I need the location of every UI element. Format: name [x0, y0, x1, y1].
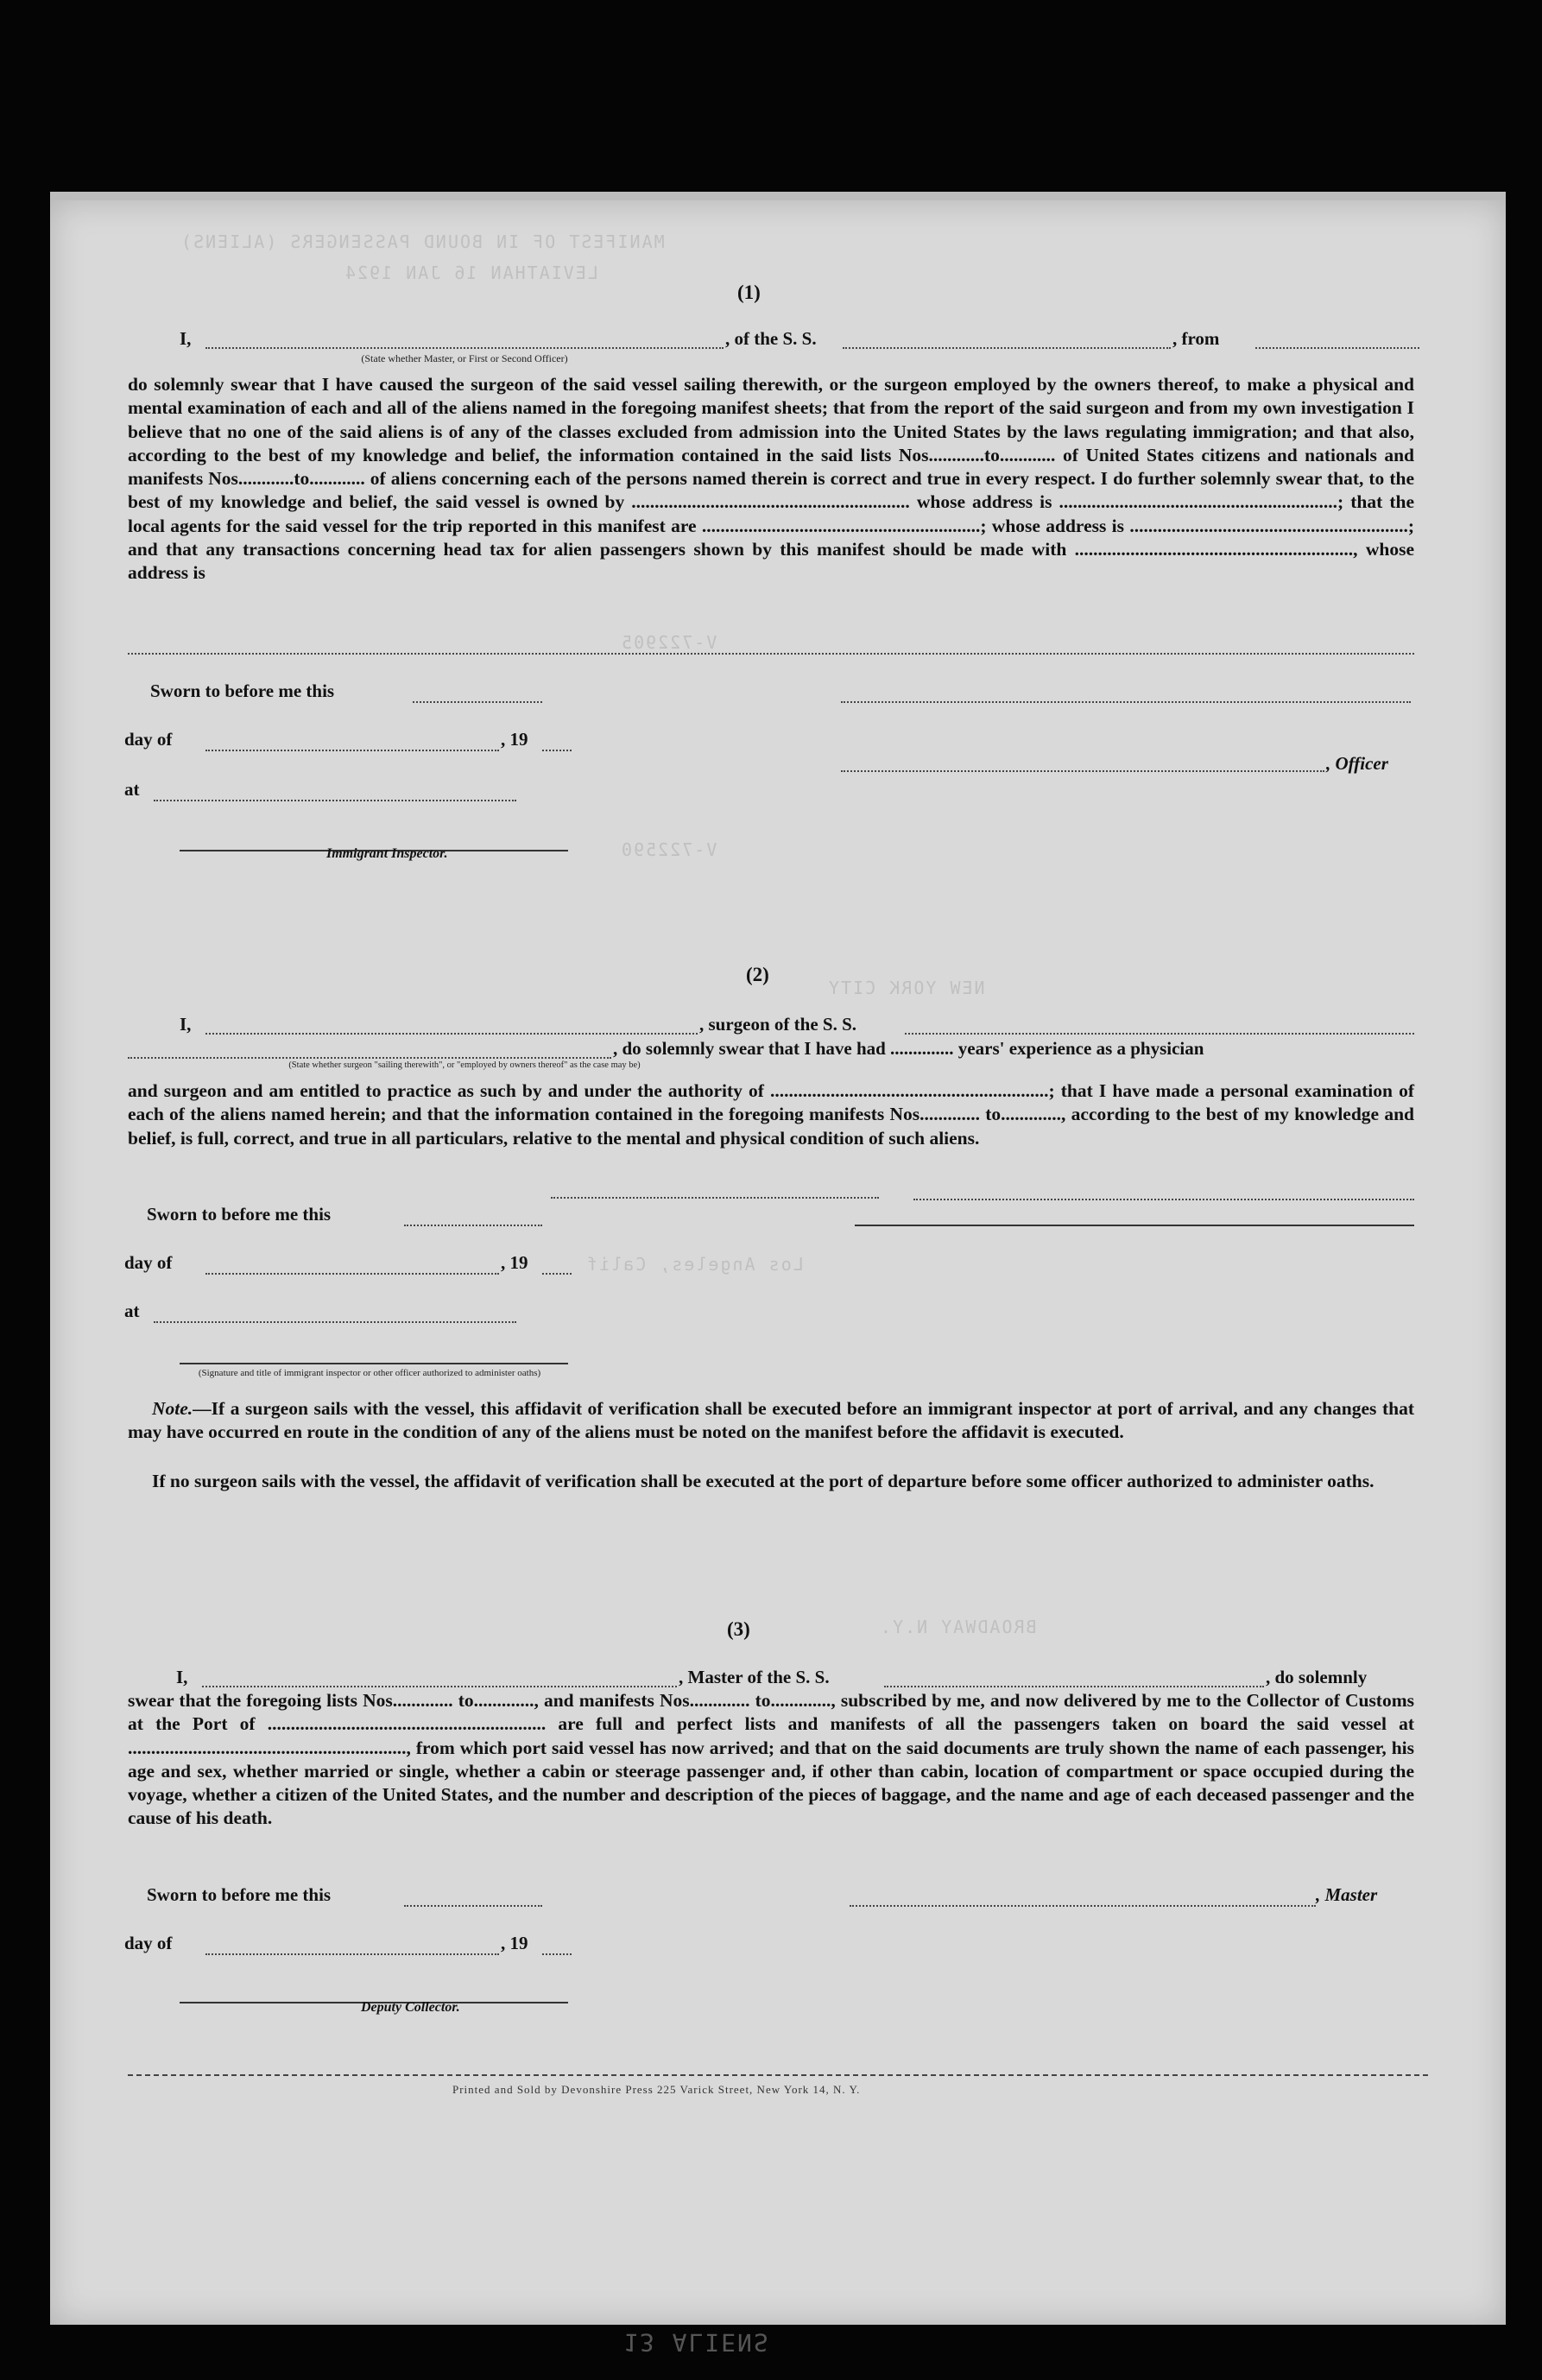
master-vessel-field[interactable]: [884, 1686, 1264, 1687]
note-label: Note.: [152, 1398, 193, 1419]
affidavit-form-sheet: [50, 200, 1506, 2325]
surgeon-signature-field-a[interactable]: [551, 1197, 879, 1199]
bleed-through: V-722590: [620, 839, 717, 860]
administering-officer-line[interactable]: [180, 1363, 568, 1364]
bleed-through: BROADWAY N.Y.: [879, 1617, 1037, 1637]
surgeon-name-field[interactable]: [205, 1033, 698, 1035]
bleed-through: MANIFEST OF IN BOUND PASSENGERS (ALIENS): [180, 231, 665, 252]
surgeon-signature-field-b[interactable]: [913, 1199, 1414, 1200]
sworn-date-field-1[interactable]: [413, 701, 542, 703]
year-label-3: , 19: [501, 1933, 528, 1953]
section-1-body: do solemnly swear that I have caused the surgeon of the said vessel sailing therewith, or the surgeon employed by the owners thereof, to make a physical and mental examination of each and all of the aliens named in the foregoing manifest sheets; that from the report of the said surgeon and from my own investigation I believe that no one of the said aliens is of any of the classes excluded from admission into the United States by the laws regulating immigration; and that also, according to the best of my knowledge and belief, the information contained in the said lists Nos............to............ of United States citizens and nationals and manifests Nos............to............ of aliens concerning each of the persons named therein is correct and true in every respect. I do further solemnly swear that, to the best of my knowledge and belief, the said vessel is owned by ............................................................ whose address is ............................................................; that the local agents for the said vessel for the trip reported in this manifest are ............................................................; whose address is ............................................................; and that any transactions concerning head tax for alien passengers shown by this manifest should be made with ............................................................, whose address is: [128, 374, 1414, 584]
master-caption: (State whether Master, or First or Second Officer): [361, 352, 568, 364]
bleed-through: V-722905: [620, 632, 717, 653]
day-of-label-3: day of: [124, 1933, 173, 1953]
year-label-1: , 19: [501, 729, 528, 750]
sworn-label-1: Sworn to before me this: [150, 680, 335, 701]
year-field-2[interactable]: [542, 1273, 572, 1275]
section-1-number: (1): [737, 282, 761, 303]
surgeon-caption: (State whether surgeon "sailing therewith", or "employed by owners thereof" as the case may be): [288, 1060, 641, 1070]
blank-line[interactable]: [128, 653, 1414, 655]
inspector-label: Immigrant Inspector.: [326, 846, 448, 861]
surgeon-note-2: If no surgeon sails with the vessel, the affidavit of verification shall be executed at the port of departure before some officer authorized to administer oaths.: [152, 1471, 1375, 1491]
master-label: , Master: [1316, 1884, 1378, 1905]
footer-rule: [128, 2074, 1428, 2076]
section-3-number: (3): [727, 1618, 750, 1640]
master-of-label: , Master of the S. S.: [679, 1667, 830, 1687]
day-field-3[interactable]: [205, 1953, 499, 1955]
bottom-stamp: 13 ALIENS: [623, 2328, 770, 2357]
day-of-label-2: day of: [124, 1252, 173, 1273]
officer-label: , Officer: [1326, 753, 1388, 774]
section-3-body: swear that the foregoing lists Nos............. to............., and manifests Nos............. to............., subscribed by me, and now delivered by me to the Collector of Customs at the Port of ............................................................ are full and perfect lists and manifests of all the passengers taken on board the said vessel at ............................................................, from which port said vessel has now arrived; and that on the said documents are truly shown the name of each passenger, his age and sex, whether married or single, whether a cabin or steerage passenger and, if other than cabin, location of compartment or space occupied during the voyage, whether a citizen of the United States, and the number and description of the pieces of baggage, and the name and age of each deceased passenger and the cause of his death.: [128, 1690, 1414, 1829]
surgeon-note: [128, 1397, 1414, 1445]
at-label-2: at: [124, 1301, 140, 1321]
master-name-field-3[interactable]: [202, 1686, 677, 1687]
sworn-label-2: Sworn to before me this: [147, 1204, 332, 1225]
solemnly-label: , do solemnly: [1266, 1667, 1368, 1687]
sworn-date-field-2[interactable]: [404, 1225, 542, 1226]
year-field-1[interactable]: [542, 750, 572, 751]
of-ss-label: , of the S. S.: [725, 328, 817, 349]
bleed-through: NEW YORK CITY: [827, 978, 985, 998]
from-port-field[interactable]: [1255, 347, 1419, 349]
signature-caption: (Signature and title of immigrant inspector or other officer authorized to administer oaths): [198, 1368, 541, 1378]
day-of-label-1: day of: [124, 729, 173, 750]
master-name-field[interactable]: [205, 347, 724, 349]
section-2-intro: I,: [180, 1014, 192, 1035]
bleed-through: Los Angeles, Calif: [585, 1254, 804, 1275]
section-3-intro: I,: [176, 1667, 188, 1687]
section-2-number: (2): [746, 964, 769, 985]
sworn-date-field-3[interactable]: [404, 1905, 542, 1907]
surgeon-signature-line[interactable]: [855, 1225, 1414, 1226]
bleed-through: LEVIATHAN 16 JAN 1924: [344, 263, 598, 283]
at-field-1[interactable]: [154, 800, 516, 801]
at-field-2[interactable]: [154, 1321, 516, 1323]
section-2-body: and surgeon and am entitled to practice as such by and under the authority of ............................................................; that I have made a personal examination of each of the aliens named herein; and that the information contained in the foregoing manifests Nos............. to............., according to the best of my knowledge and belief, is full, correct, and true in all particulars, relative to the mental and physical condition of such aliens.: [128, 1080, 1414, 1149]
section-1-intro: I,: [180, 328, 192, 349]
year-label-2: , 19: [501, 1252, 528, 1273]
surgeon-of-label: , surgeon of the S. S.: [699, 1014, 857, 1035]
day-field-1[interactable]: [205, 750, 499, 751]
sworn-label-3: Sworn to before me this: [147, 1884, 332, 1905]
year-field-3[interactable]: [542, 1953, 572, 1955]
officer-signature-top-field[interactable]: [841, 701, 1411, 703]
collector-label: Deputy Collector.: [361, 2000, 460, 2015]
swear-line: , do solemnly swear that I have had .............. years' experience as a physician: [613, 1038, 1204, 1059]
at-label-1: at: [124, 779, 140, 800]
from-label: , from: [1172, 328, 1220, 349]
day-field-2[interactable]: [205, 1273, 499, 1275]
note-text: —If a surgeon sails with the vessel, this affidavit of verification shall be executed before an immigrant inspector at port of arrival, and any changes that may have occurred en route in the condition of any of the aliens must be noted on the manifest before the affidavit is executed.: [128, 1398, 1414, 1443]
officer-field[interactable]: [841, 770, 1324, 772]
master-signature-field[interactable]: [850, 1905, 1316, 1907]
surgeon-vessel-field[interactable]: [905, 1033, 1414, 1035]
vessel-name-field[interactable]: [843, 347, 1171, 349]
surgeon-type-field[interactable]: [128, 1057, 611, 1059]
printer-credit: Printed and Sold by Devonshire Press 225 Varick Street, New York 14, N. Y.: [452, 2083, 861, 2096]
